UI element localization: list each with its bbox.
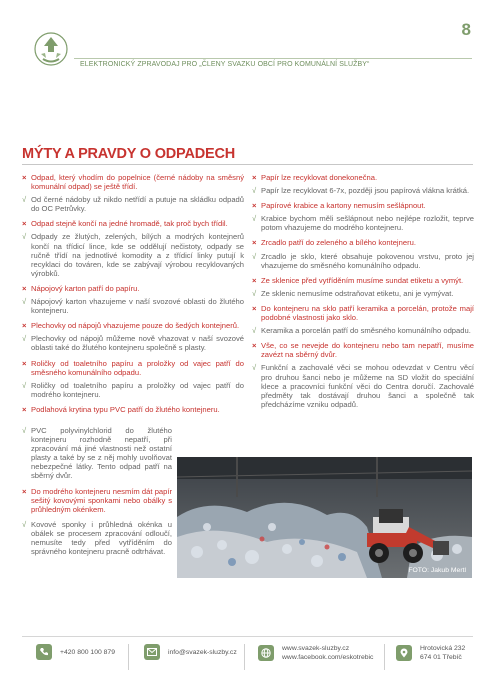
- myth-text: Plechovky od nápojů vhazujeme pouze do šedých kontejnerů.: [31, 321, 240, 331]
- check-mark-icon: √: [22, 297, 27, 307]
- fact-text: Nápojový karton vhazujeme v naší svozové oblasti do žlutého kontejneru.: [31, 297, 244, 316]
- myth-text: Papírové krabice a kartony nemusím sešlápnout.: [261, 201, 426, 211]
- footer-separator: [244, 644, 245, 670]
- fact-text: Ze sklenic nemusíme odstraňovat etiketu, ani je vymývat.: [261, 288, 454, 298]
- footer-address: [396, 644, 465, 662]
- newsletter-header: ELEKTRONICKÝ ZPRAVODAJ PRO „ČLENY SVAZKU OBCÍ PRO KOMUNÁLNÍ SLUŽBY“: [80, 61, 370, 68]
- check-mark-icon: √: [252, 288, 257, 298]
- fact-text: Plechovky od nápojů můžeme nově vhazovat v naší svozové oblasti také do žlutého kontejneru společně s plasty.: [31, 334, 244, 353]
- cross-mark-icon: ×: [252, 341, 257, 351]
- cross-mark-icon: ×: [252, 238, 257, 248]
- fact-item: [22, 520, 172, 556]
- cross-mark-icon: ×: [22, 321, 27, 331]
- myth-item: [22, 219, 244, 228]
- myth-text: Do kontejneru na sklo patří keramika a porcelán, protože mají podobné vlastnosti jako sklo.: [261, 303, 474, 323]
- check-mark-icon: √: [22, 426, 27, 435]
- myth-item: [22, 487, 172, 514]
- fact-item: [22, 426, 172, 481]
- fact-text: Roličky od toaletního papíru a proložky od vajec patří do modrého kontejneru.: [31, 380, 244, 399]
- check-mark-icon: √: [22, 334, 27, 344]
- globe-icon: [258, 645, 274, 661]
- facebook-link[interactable]: www.facebook.com/eskotrebic: [282, 654, 374, 661]
- phone-icon: [36, 644, 52, 660]
- fact-item: [252, 326, 474, 335]
- fact-item: [252, 186, 474, 195]
- photo-credit: FOTO: Jakub Mertl: [408, 567, 466, 574]
- fact-item: [22, 334, 244, 352]
- cross-mark-icon: ×: [22, 404, 27, 414]
- myth-item: [22, 173, 244, 191]
- fact-item: [22, 195, 244, 213]
- right-column: [252, 173, 474, 415]
- footer-email: [144, 644, 237, 660]
- address-city: 674 01 Třebíč: [420, 654, 462, 661]
- title-divider: [22, 164, 473, 165]
- cross-mark-icon: ×: [252, 201, 257, 211]
- fact-item: [252, 252, 474, 270]
- myth-text: Odpad, který vhodím do popelnice (černé nádoby na směsný komunální odpad) se ještě třídí.: [31, 173, 244, 192]
- location-pin-icon: [396, 645, 412, 661]
- page-number: 8: [461, 20, 471, 39]
- fact-item: [252, 289, 474, 298]
- check-mark-icon: √: [252, 186, 257, 196]
- fact-text: Papír lze recyklovat 6-7x, později jsou papírová vlákna krátká.: [261, 186, 470, 196]
- website-link[interactable]: www.svazek-sluzby.cz: [282, 645, 350, 652]
- footer-separator: [384, 644, 385, 670]
- check-mark-icon: √: [252, 326, 257, 336]
- myth-text: Zrcadlo patří do zeleného a bílého kontejneru.: [261, 238, 416, 248]
- check-mark-icon: √: [22, 195, 27, 205]
- check-mark-icon: √: [22, 232, 27, 242]
- recycling-logo-icon: [34, 32, 68, 66]
- myth-text: Ze sklenice před vytříděním musíme sundat etiketu a vymýt.: [261, 275, 464, 285]
- left-column-continued: [22, 426, 172, 562]
- myth-text: Roličky od toaletního papíru a proložky od vajec patří do směsného komunálního odpadu.: [31, 358, 244, 377]
- myth-item: [252, 238, 474, 247]
- article-title: MÝTY A PRAVDY O ODPADECH: [22, 146, 235, 162]
- footer: [22, 644, 473, 672]
- fact-text: PVC polyvinylchlorid do žlutého kontejneru rozhodně nepatří, při zpracování má jiné vlastnosti než ostatní plasty a také by se z něj mohly uvolňovat nebezpečné látky. Tento odpad patří na sběrný dvůr.: [31, 426, 172, 481]
- waste-sorting-photo: [177, 457, 472, 578]
- fact-text: Keramika a porcelán patří do směsného komunálního odpadu.: [261, 326, 471, 336]
- fact-item: [252, 214, 474, 232]
- myth-text: Papír lze recyklovat donekonečna.: [261, 173, 378, 182]
- myth-item: [22, 359, 244, 377]
- cross-mark-icon: ×: [22, 173, 27, 182]
- fact-item: [22, 232, 244, 277]
- fact-text: Krabice bychom měli sešlápnout nebo nejlépe rozložit, teprve potom vhazujeme do modrého kontejneru.: [261, 214, 474, 233]
- fact-item: [22, 381, 244, 399]
- fact-text: Funkční a zachovalé věci se mohou odevzdat v Centru věcí pro druhou šanci nebo je můžeme na SD vložit do speciální klece a pracovníci funkční věci do Centra doručí. Zachovalé předměty tak dostávají druhou šanci a společně tak předcházíme vzniku odpadů.: [261, 363, 474, 409]
- cross-mark-icon: ×: [22, 283, 27, 293]
- check-mark-icon: √: [22, 519, 27, 529]
- footer-separator: [128, 644, 129, 670]
- email-address[interactable]: info@svazek-sluzby.cz: [168, 648, 237, 656]
- footer-phone: [36, 644, 115, 660]
- myth-text: Podlahová krytina typu PVC patří do žlutého kontejneru.: [31, 404, 220, 414]
- cross-mark-icon: ×: [252, 173, 257, 182]
- myth-item: [252, 201, 474, 210]
- cross-mark-icon: ×: [22, 486, 27, 496]
- header-divider: [74, 58, 472, 59]
- fact-item: [22, 297, 244, 315]
- fact-text: Odpady ze žlutých, zelených, bílých a modrých kontejnerů končí na třídicí lince, kde se oddělují nečistoty, odpady se ručně třídí na jednotlivé komodity a z třídicí linky putují k recyklaci do továren, kde se zabývají výrobou recyklovaných výrobků.: [31, 232, 244, 278]
- myth-text: Do modrého kontejneru nesmím dát papír sešitý kovovými sponkami nebo obálky s průhledným okénkem.: [31, 486, 172, 514]
- cross-mark-icon: ×: [252, 275, 257, 285]
- check-mark-icon: √: [22, 380, 27, 390]
- fact-text: Zrcadlo je sklo, které obsahuje pokovenou vrstvu, proto jej vhazujeme do směsného komunálního odpadu.: [261, 251, 474, 270]
- cross-mark-icon: ×: [22, 358, 27, 368]
- myth-text: Nápojový karton patří do papíru.: [31, 283, 140, 293]
- myth-item: [252, 304, 474, 322]
- check-mark-icon: √: [252, 214, 257, 224]
- myth-item: [252, 173, 474, 182]
- fact-text: Od černé nádoby už nikdo netřídí a putuje na skládku odpadů do OC Petrůvky.: [31, 195, 244, 214]
- cross-mark-icon: ×: [252, 303, 257, 313]
- left-column: [22, 173, 244, 418]
- cross-mark-icon: ×: [22, 219, 27, 229]
- myth-text: Odpad stejně končí na jedné hromadě, tak proč bych třídil.: [31, 219, 228, 229]
- myth-item: [22, 284, 244, 293]
- footer-divider: [22, 636, 473, 637]
- address-street: Hrotovická 232: [420, 645, 466, 652]
- myth-text: Vše, co se nevejde do kontejneru nebo tam nepatří, musíme zavézt na sběrný dvůr.: [261, 341, 474, 360]
- check-mark-icon: √: [252, 363, 257, 373]
- phone-number[interactable]: +420 800 100 879: [60, 648, 115, 656]
- myth-item: [252, 276, 474, 285]
- fact-text: Kovové sponky i průhledná okénka u obálek se procesem zpracování odloučí, nemusíte tedy před vytříděním do správného kontejneru pracně odtrhávat.: [31, 519, 172, 557]
- email-icon: [144, 644, 160, 660]
- check-mark-icon: √: [252, 251, 257, 261]
- myth-item: [22, 321, 244, 330]
- fact-item: [252, 363, 474, 408]
- footer-web: [258, 644, 373, 662]
- myth-item: [22, 405, 244, 414]
- myth-item: [252, 341, 474, 359]
